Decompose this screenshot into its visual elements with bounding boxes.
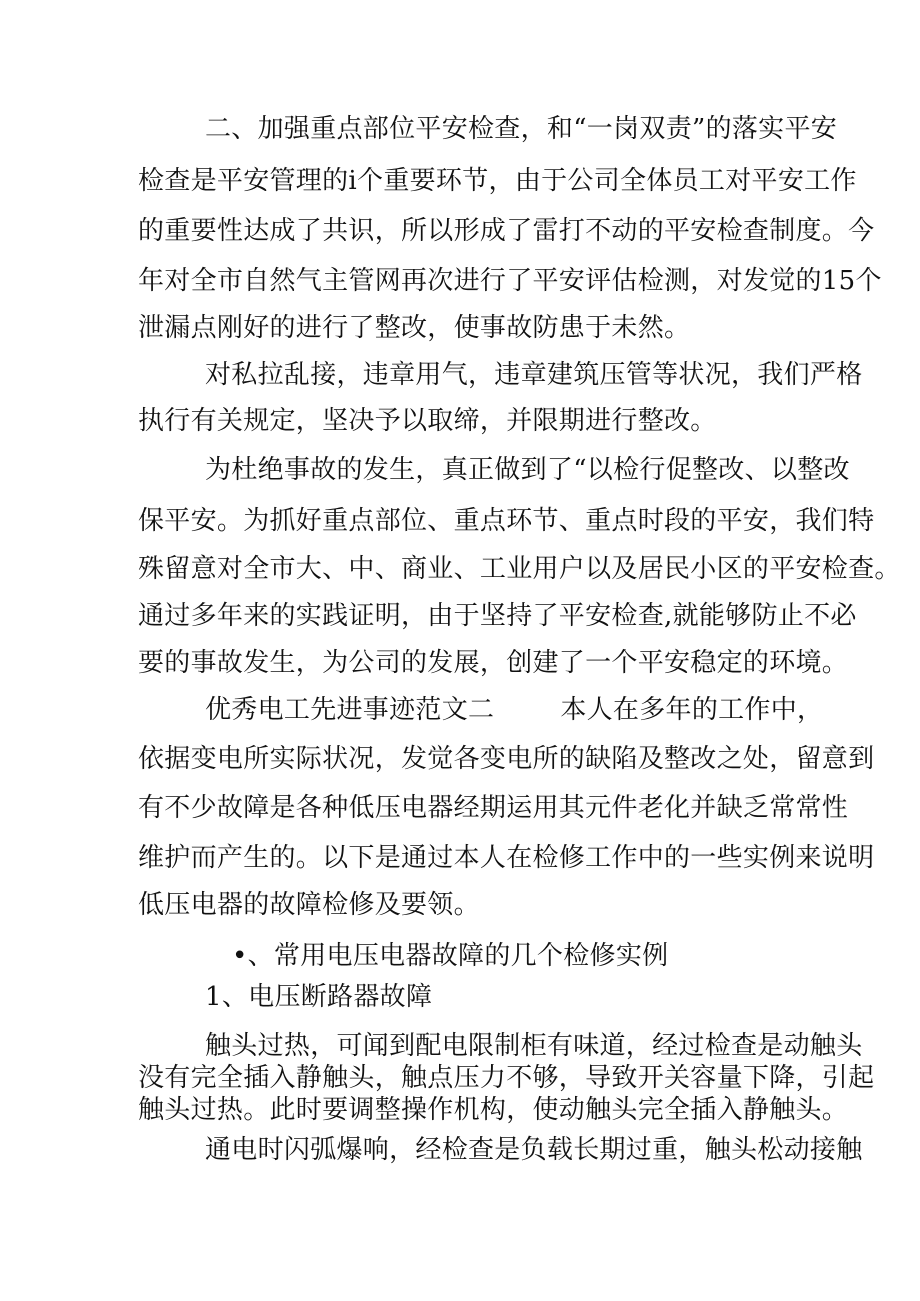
text-line: 触头过热，可闻到配电限制柜有味道，经过检查是动触头 <box>205 1031 863 1061</box>
subsection-heading: 1、电压断路器故障 <box>205 982 433 1012</box>
section-heading: •、常用电压电器故障的几个检修实例 <box>232 941 669 971</box>
section-title: 优秀电工先进事迹范文二 <box>205 695 495 725</box>
text-line: 要的事故发生，为公司的发展，创建了一个平安稳定的环境。 <box>138 648 849 678</box>
text-line: 殊留意对全市大、中、商业、工业用户以及居民小区的平安检查。 <box>138 554 901 584</box>
text-line: 维护而产生的。以下是通过本人在检修工作中的一些实例来说明 <box>138 843 875 873</box>
text-line: 低压电器的故障检修及要领。 <box>138 890 480 920</box>
text-line: 触头过热。此时要调整操作机构，使动触头完全插入静触头。 <box>138 1095 849 1125</box>
text-line: 执行有关规定，坚决予以取缔，并限期进行整改。 <box>138 406 717 436</box>
text-line: 年对全市自然气主管网再次进行了平安评估检测，对发觉的15个 <box>138 266 882 296</box>
text-line: 保平安。为抓好重点部位、重点环节、重点时段的平安，我们特 <box>138 506 875 536</box>
text-fragment: 本人在多年的工作中， <box>560 695 824 725</box>
text-line: 通电时闪弧爆响，经检查是负载长期过重，触头松动接触 <box>205 1135 863 1165</box>
text-line: 的重要性达成了共识，所以形成了雷打不动的平安检查制度。今 <box>138 216 875 246</box>
text-line: 对私拉乱接，违章用气，违章建筑压管等状况，我们严格 <box>205 360 863 390</box>
text-line: 二、加强重点部位平安检查，和“一岗双责”的落实平安 <box>205 114 838 144</box>
text-line: 泄漏点刚好的进行了整改，使事故防患于未然。 <box>138 313 691 343</box>
text-line: 有不少故障是各种低压电器经期运用其元件老化并缺乏常常性 <box>138 793 849 823</box>
text-line: 依据变电所实际状况，发觉各变电所的缺陷及整改之处，留意到 <box>138 744 875 774</box>
text-line: 检查是平安管理的i个重要环节，由于公司全体员工对平安工作 <box>138 166 857 196</box>
text-line: 没有完全插入静触头，触点压力不够，导致开关容量下降，引起 <box>138 1063 875 1093</box>
text-line <box>205 694 823 726</box>
text-line: 为杜绝事故的发生，真正做到了“以检行促整改、以整改 <box>205 455 850 485</box>
text-line: 通过多年来的实践证明，由于坚持了平安检查,就能够防止不必 <box>138 601 857 631</box>
